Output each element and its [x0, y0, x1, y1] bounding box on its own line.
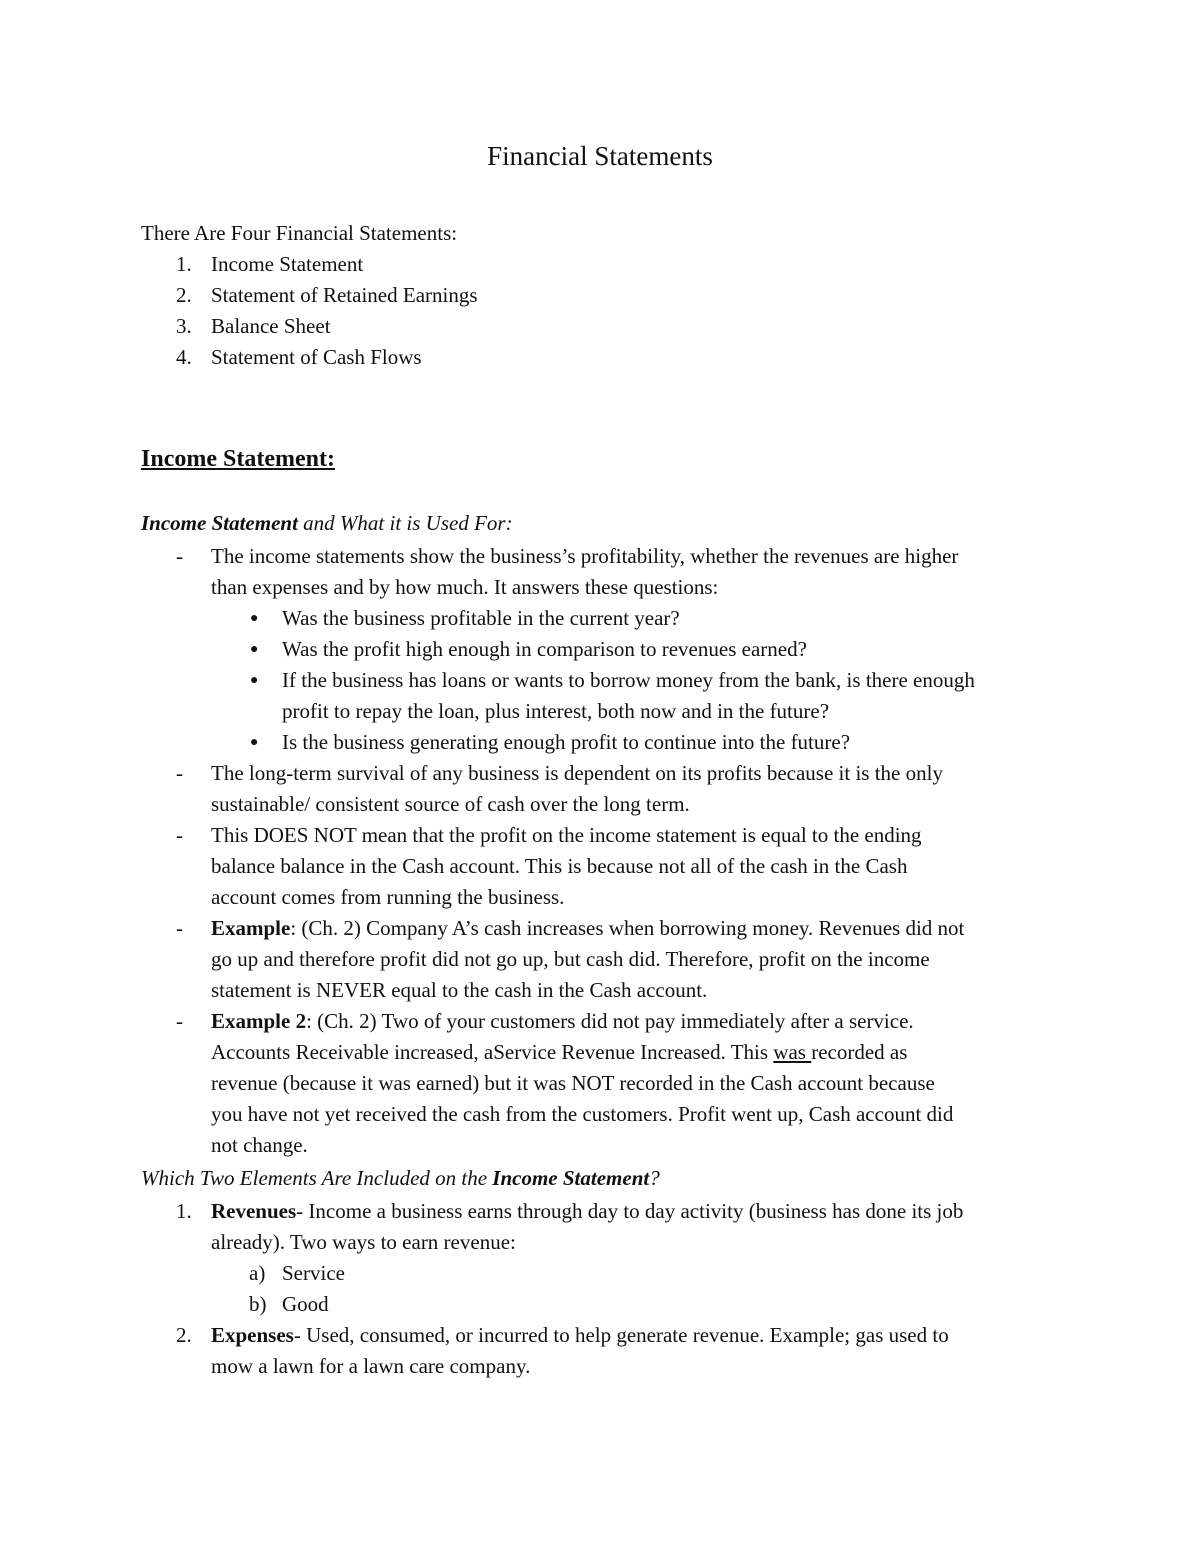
- question-heading: [141, 1163, 660, 1194]
- list-item: Statement of Cash Flows: [211, 345, 422, 369]
- revenues-label: Revenues: [211, 1199, 297, 1223]
- underlined-word: was: [773, 1040, 812, 1064]
- paragraph-line: The income statements show the business’s profitability, whether the revenues are higher: [211, 544, 959, 568]
- list-item: Income Statement: [211, 252, 364, 276]
- paragraph-line: The long-term survival of any business is dependent on its profits because it is the only: [211, 761, 943, 785]
- list-number: 2.: [176, 283, 192, 307]
- question-item: Was the profit high enough in comparison to revenues earned?: [282, 637, 807, 661]
- dash-marker: -: [176, 823, 183, 847]
- bullet-marker: ●: [250, 611, 259, 626]
- list-number: 1.: [176, 252, 192, 276]
- dash-marker: -: [176, 916, 183, 940]
- example-line: go up and therefore profit did not go up, but cash did. Therefore, profit on the income: [211, 947, 930, 971]
- revenues-line: [211, 1196, 963, 1227]
- example-line: you have not yet received the cash from the customers. Profit went up, Cash account did: [211, 1102, 954, 1126]
- subheading-bold: Income Statement: [141, 511, 298, 535]
- example-line: statement is NEVER equal to the cash in the Cash account.: [211, 978, 708, 1002]
- subheading: [141, 508, 513, 539]
- subheading-rest: and What it is Used For:: [297, 511, 513, 535]
- bullet-marker: ●: [250, 735, 259, 750]
- bullet-marker: ●: [250, 673, 259, 688]
- paragraph-line: account comes from running the business.: [211, 885, 565, 909]
- sub-list-letter: a): [249, 1261, 266, 1285]
- question-heading-text: ?: [649, 1166, 660, 1190]
- section-heading: Income Statement:: [141, 446, 335, 472]
- paragraph-line: sustainable/ consistent source of cash over the long term.: [211, 792, 690, 816]
- sub-list-item: Good: [282, 1292, 329, 1316]
- example-label: Example: [211, 916, 291, 940]
- intro-text: There Are Four Financial Statements:: [141, 221, 458, 245]
- paragraph-line: balance balance in the Cash account. This is because not all of the cash in the Cash: [211, 854, 908, 878]
- example-line: [211, 1006, 914, 1037]
- paragraph-line: This DOES NOT mean that the profit on the income statement is equal to the ending: [211, 823, 922, 847]
- expenses-line: [211, 1320, 949, 1351]
- expenses-label: Expenses: [211, 1323, 294, 1347]
- question-item: Was the business profitable in the current year?: [282, 606, 680, 630]
- question-item: If the business has loans or wants to borrow money from the bank, is there enough: [282, 668, 975, 692]
- list-number: 4.: [176, 345, 192, 369]
- example-text: Accounts Receivable increased, aService Revenue Increased. This: [211, 1040, 774, 1064]
- list-number: 1.: [176, 1199, 192, 1223]
- question-heading-text: Which Two Elements Are Included on the: [141, 1166, 493, 1190]
- list-number: 3.: [176, 314, 192, 338]
- bullet-marker: ●: [250, 642, 259, 657]
- expenses-line: mow a lawn for a lawn care company.: [211, 1354, 531, 1378]
- example-line: not change.: [211, 1133, 308, 1157]
- example-line: [211, 1037, 907, 1068]
- sub-list-item: Service: [282, 1261, 345, 1285]
- example-label: Example 2: [211, 1009, 307, 1033]
- paragraph-line: than expenses and by how much. It answers these questions:: [211, 575, 719, 599]
- revenues-text: - Income a business earns through day to day activity (business has done its job: [296, 1199, 964, 1223]
- document-title: Financial Statements: [487, 141, 713, 171]
- dash-marker: -: [176, 1009, 183, 1033]
- example-line: [211, 913, 964, 944]
- example-text: recorded as: [811, 1040, 908, 1064]
- list-item: Balance Sheet: [211, 314, 331, 338]
- example-text: : (Ch. 2) Company A’s cash increases when borrowing money. Revenues did not: [290, 916, 965, 940]
- dash-marker: -: [176, 761, 183, 785]
- question-heading-bold: Income Statement: [492, 1166, 650, 1190]
- question-item: profit to repay the loan, plus interest, both now and in the future?: [282, 699, 830, 723]
- expenses-text: - Used, consumed, or incurred to help generate revenue. Example; gas used to: [293, 1323, 949, 1347]
- dash-marker: -: [176, 544, 183, 568]
- question-item: Is the business generating enough profit to continue into the future?: [282, 730, 851, 754]
- example-text: : (Ch. 2) Two of your customers did not pay immediately after a service.: [306, 1009, 914, 1033]
- sub-list-letter: b): [249, 1292, 267, 1316]
- revenues-line: already). Two ways to earn revenue:: [211, 1230, 516, 1254]
- list-number: 2.: [176, 1323, 192, 1347]
- list-item: Statement of Retained Earnings: [211, 283, 478, 307]
- example-line: revenue (because it was earned) but it was NOT recorded in the Cash account because: [211, 1071, 935, 1095]
